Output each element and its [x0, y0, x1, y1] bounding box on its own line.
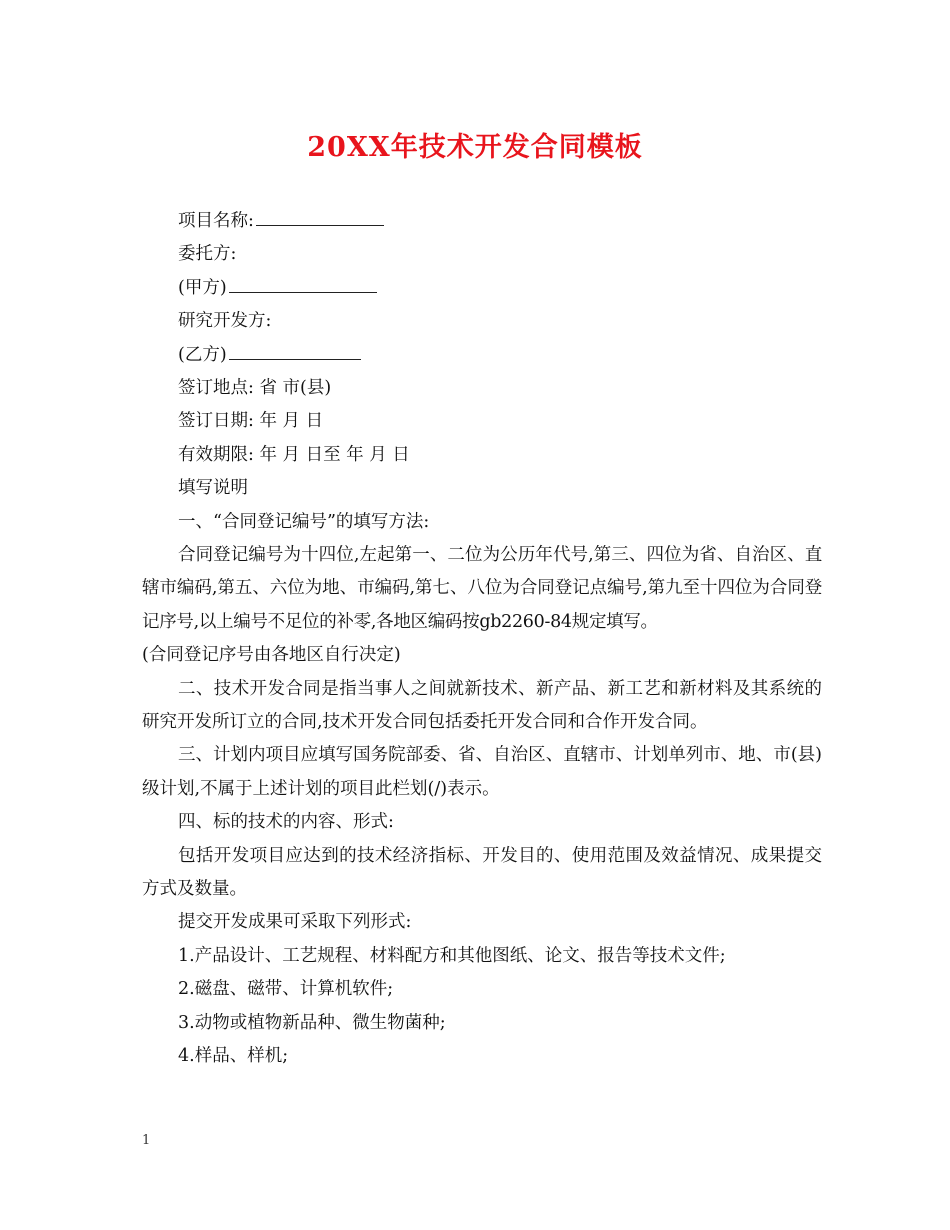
section1-heading: 一、“合同登记编号”的填写方法:	[178, 511, 430, 532]
form-item-2: 2.磁盘、磁带、计算机软件;	[178, 979, 394, 1000]
document-body	[142, 205, 822, 1073]
sign-place: 签订地点: 省 市(县)	[178, 377, 332, 398]
party-b-line	[142, 339, 822, 372]
party-b-blank	[229, 341, 361, 360]
section3-body: 三、计划内项目应填写国务院部委、省、自治区、直辖市、计划单列市、地、市(县)级计划,不属于上述计划的项目此栏划(/)表示。	[142, 745, 822, 799]
page-number: 1	[142, 1133, 151, 1148]
form-item-4: 4.样品、样机;	[178, 1045, 289, 1066]
client-label: 委托方:	[178, 244, 237, 265]
section1-note: (合同登记序号由各地区自行决定)	[142, 645, 401, 666]
project-name-line	[142, 205, 822, 238]
project-name-blank	[256, 207, 384, 226]
sign-date: 签订日期: 年 月 日	[178, 411, 324, 432]
party-a-blank	[229, 274, 377, 293]
section2-body: 二、技术开发合同是指当事人之间就新技术、新产品、新工艺和新材料及其系统的研究开发所订立的合同,技术开发合同包括委托开发合同和合作开发合同。	[142, 678, 822, 732]
instructions-heading: 填写说明	[178, 478, 248, 499]
section1-body: 合同登记编号为十四位,左起第一、二位为公历年代号,第三、四位为省、自治区、直辖市编码,第五、六位为地、市编码,第七、八位为合同登记点编号,第九至十四位为合同登记序号,以上编号不足位的补零,各地区编码按gb2260-84规定填写。	[142, 544, 822, 632]
party-a-line	[142, 272, 822, 305]
form-item-3: 3.动物或植物新品种、微生物菌种;	[178, 1012, 446, 1033]
party-a-label: (甲方)	[178, 277, 227, 298]
valid-period: 有效期限: 年 月 日至 年 月 日	[178, 444, 410, 465]
section4-body: 包括开发项目应达到的技术经济指标、开发目的、使用范围及效益情况、成果提交方式及数量。	[142, 845, 822, 899]
project-name-label: 项目名称:	[178, 211, 254, 231]
forms-intro: 提交开发成果可采取下列形式:	[178, 912, 412, 933]
form-item-1: 1.产品设计、工艺规程、材料配方和其他图纸、论文、报告等技术文件;	[178, 945, 726, 966]
developer-label: 研究开发方:	[178, 311, 272, 332]
section4-heading: 四、标的技术的内容、形式:	[178, 812, 394, 833]
party-b-label: (乙方)	[178, 344, 227, 365]
document-title: 20XX年技术开发合同模板	[307, 132, 643, 163]
